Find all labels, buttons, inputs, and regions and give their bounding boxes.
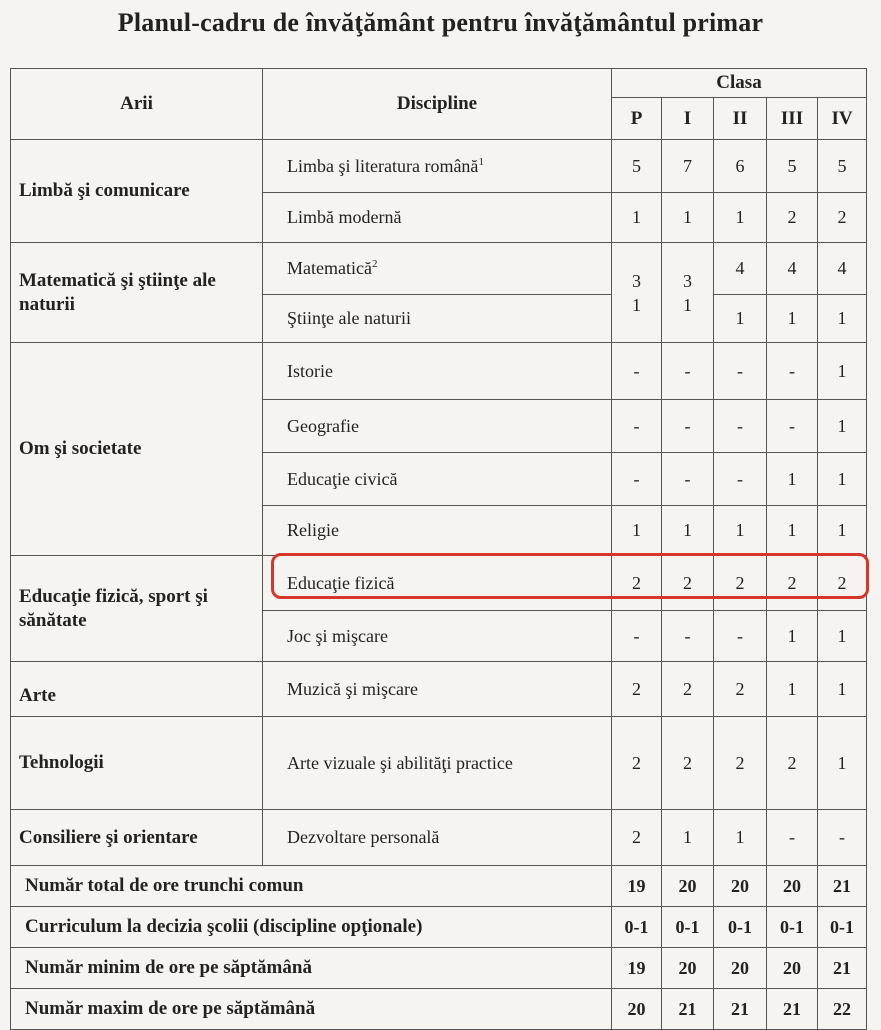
value-cell: - <box>714 400 767 453</box>
value-cell: 2 <box>767 556 818 611</box>
value-cell: 2 <box>612 717 662 810</box>
summary-maxim: Număr maxim de ore pe săptămână <box>11 989 612 1030</box>
value-cell: - <box>767 810 818 866</box>
area-matematica: Matematică şi ştiinţe ale naturii <box>11 243 263 343</box>
discipline-educatie-civica: Educaţie civică <box>263 453 612 506</box>
header-grade-iii: III <box>767 98 818 140</box>
area-arte: Arte <box>11 662 263 717</box>
summary-total-trunchi: Număr total de ore trunchi comun <box>11 866 612 907</box>
value-cell: 1 <box>818 662 867 717</box>
value-cell: - <box>714 453 767 506</box>
value-cell: 1 <box>662 506 714 556</box>
value-cell: 2 <box>767 717 818 810</box>
value-cell: 1 <box>714 810 767 866</box>
discipline-geografie: Geografie <box>263 400 612 453</box>
value-cell: 2 <box>612 810 662 866</box>
page-title: Planul-cadru de învăţământ pentru învăţământul primar <box>117 8 764 37</box>
area-consiliere: Consiliere şi orientare <box>11 810 263 866</box>
summary-curriculum: Curriculum la decizia şcolii (discipline opţionale) <box>11 907 612 948</box>
value-cell: 1 <box>714 193 767 243</box>
header-grade-i: I <box>662 98 714 140</box>
value-cell: 1 <box>818 453 867 506</box>
summary-cell: 21 <box>818 948 867 989</box>
summary-cell: 20 <box>767 866 818 907</box>
value-cell: - <box>612 611 662 662</box>
value-cell: 2 <box>714 717 767 810</box>
value-cell: 6 <box>714 140 767 193</box>
summary-cell: 19 <box>612 866 662 907</box>
value-cell: - <box>714 343 767 400</box>
value-cell: 5 <box>818 140 867 193</box>
value-cell: 1 <box>767 611 818 662</box>
discipline-joc-miscare: Joc şi mişcare <box>263 611 612 662</box>
value-cell: 1 <box>818 295 867 343</box>
value-cell: - <box>612 453 662 506</box>
value-cell: 1 <box>818 717 867 810</box>
value-cell: 2 <box>818 193 867 243</box>
header-discipline: Discipline <box>263 69 612 140</box>
summary-cell: 20 <box>714 948 767 989</box>
value-cell: 2 <box>714 662 767 717</box>
discipline-arte-vizuale: Arte vizuale şi abilităţi practice <box>263 717 612 810</box>
summary-cell: 0-1 <box>818 907 867 948</box>
value-cell: - <box>818 810 867 866</box>
value-cell: 1 <box>767 453 818 506</box>
header-grade-p: P <box>612 98 662 140</box>
discipline-dezvoltare-personala: Dezvoltare personală <box>263 810 612 866</box>
summary-cell: 0-1 <box>714 907 767 948</box>
value-cell-merged: 3 1 <box>662 243 714 343</box>
value-cell-merged: 3 1 <box>612 243 662 343</box>
discipline-matematica: Matematică$^2$ <box>263 243 612 295</box>
value-cell: 2 <box>818 556 867 611</box>
value-cell: 2 <box>714 556 767 611</box>
summary-cell: 20 <box>662 948 714 989</box>
discipline-stiinte: Ştiinţe ale naturii <box>263 295 612 343</box>
value-cell: 1 <box>714 295 767 343</box>
value-cell: 2 <box>662 662 714 717</box>
value-cell: 1 <box>818 343 867 400</box>
curriculum-table <box>10 68 867 1030</box>
value-cell: 7 <box>662 140 714 193</box>
value-cell: - <box>662 453 714 506</box>
summary-cell: 20 <box>714 866 767 907</box>
value-cell: 1 <box>818 400 867 453</box>
discipline-religie: Religie <box>263 506 612 556</box>
summary-cell: 22 <box>818 989 867 1030</box>
value-cell: - <box>767 400 818 453</box>
value-cell: - <box>662 400 714 453</box>
summary-cell: 21 <box>662 989 714 1030</box>
value-cell: 1 <box>767 506 818 556</box>
summary-cell: 19 <box>612 948 662 989</box>
value-cell: 2 <box>662 717 714 810</box>
summary-cell: 21 <box>714 989 767 1030</box>
value-cell: 1 <box>818 506 867 556</box>
value-cell: 4 <box>714 243 767 295</box>
discipline-muzica-miscare: Muzică şi mişcare <box>263 662 612 717</box>
area-educatie-fizica: Educaţie fizică, sport şi sănătate <box>11 556 263 662</box>
summary-cell: 21 <box>767 989 818 1030</box>
value-cell: 1 <box>662 810 714 866</box>
value-cell: 1 <box>612 506 662 556</box>
value-cell: 2 <box>612 556 662 611</box>
discipline-istorie: Istorie <box>263 343 612 400</box>
value-cell: 1 <box>662 193 714 243</box>
summary-cell: 20 <box>612 989 662 1030</box>
value-cell: 4 <box>818 243 867 295</box>
value-cell: 2 <box>662 556 714 611</box>
value-cell: 5 <box>612 140 662 193</box>
summary-cell: 20 <box>662 866 714 907</box>
summary-cell: 21 <box>818 866 867 907</box>
discipline-educatie-fizica: Educaţie fizică <box>263 556 612 611</box>
value-cell: 1 <box>612 193 662 243</box>
value-cell: - <box>612 400 662 453</box>
value-cell: 1 <box>767 295 818 343</box>
header-grade-iv: IV <box>818 98 867 140</box>
summary-minim: Număr minim de ore pe săptămână <box>11 948 612 989</box>
value-cell: 2 <box>612 662 662 717</box>
value-cell: 1 <box>714 506 767 556</box>
value-cell: 2 <box>767 193 818 243</box>
value-cell: - <box>714 611 767 662</box>
area-om-societate: Om şi societate <box>11 343 263 556</box>
value-cell: 1 <box>818 611 867 662</box>
value-cell: 1 <box>767 662 818 717</box>
summary-cell: 0-1 <box>612 907 662 948</box>
value-cell: 4 <box>767 243 818 295</box>
header-arii: Arii <box>11 69 263 140</box>
summary-cell: 20 <box>767 948 818 989</box>
header-clasa: Clasa <box>612 69 867 98</box>
summary-cell: 0-1 <box>662 907 714 948</box>
area-limba: Limbă şi comunicare <box>11 140 263 243</box>
value-cell: - <box>612 343 662 400</box>
header-grade-ii: II <box>714 98 767 140</box>
value-cell: 5 <box>767 140 818 193</box>
value-cell: - <box>662 343 714 400</box>
summary-cell: 0-1 <box>767 907 818 948</box>
value-cell: - <box>662 611 714 662</box>
value-cell: - <box>767 343 818 400</box>
area-tehnologii: Tehnologii <box>11 717 263 810</box>
discipline-limba-moderna: Limbă modernă <box>263 193 612 243</box>
discipline-limba-romana: Limba şi literatura română$^1$ <box>263 140 612 193</box>
